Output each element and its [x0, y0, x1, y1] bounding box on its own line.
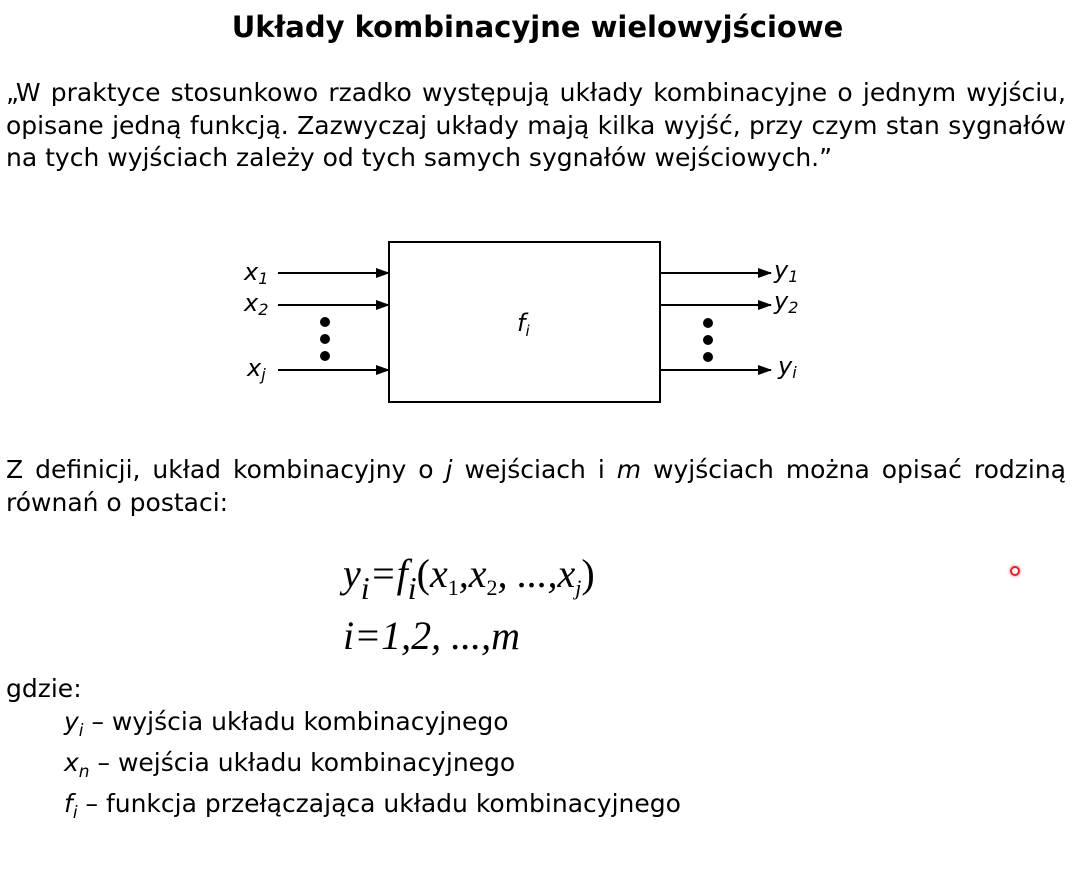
output-ellipsis-dot [703, 352, 713, 362]
block-label: $f_i$ [517, 309, 530, 340]
output-label-i: yi [778, 352, 797, 382]
formula-line-2: i=1,2, ...,m [343, 613, 520, 658]
input-label-2: x2 [244, 289, 269, 319]
definition-y: $y_i$ – wyjścia układu kombinacyjnego [64, 707, 509, 741]
definition-paragraph: Z definicji, układ kombinacyjny o j wejściach i m wyjściach można opisać rodziną równań o postaci: [6, 455, 1067, 517]
definition-f: $f_i$ – funkcja przełączająca układu kombinacyjnego [64, 789, 681, 823]
pointer-cursor-indicator [1010, 566, 1020, 576]
definitions-list [64, 706, 681, 829]
definition-x: $x_n$ – wejścia układu kombinacyjnego [64, 748, 516, 782]
output-label-1: y1 [774, 256, 799, 286]
block-diagram [0, 0, 1075, 420]
input-ellipsis-dot [320, 334, 330, 344]
formula-line-1: $y_i=f_i(x_1,x_2$, $...,x_j$) [343, 551, 595, 606]
output-label-2: y2 [774, 287, 799, 317]
input-label-j: xj [247, 354, 266, 384]
page-title: Układy kombinacyjne wielowyjściowe [231, 10, 844, 44]
input-label-1: x1 [244, 258, 269, 288]
input-ellipsis-dot [320, 351, 330, 361]
where-label: gdzie: [6, 674, 82, 703]
output-ellipsis-dot [703, 318, 713, 328]
output-ellipsis-dot [703, 335, 713, 345]
input-ellipsis-dot [320, 317, 330, 327]
intro-quote: „W praktyce stosunkowo rzadko występują układy kombinacyjne o jednym wyjściu, opisane jedną funkcją. Zazwyczaj układy mają kilka wyjść, przy czym stan sygnałów na tych wyjściach zależy od tych samych sygnałów wejściowych.” [6, 78, 1066, 172]
